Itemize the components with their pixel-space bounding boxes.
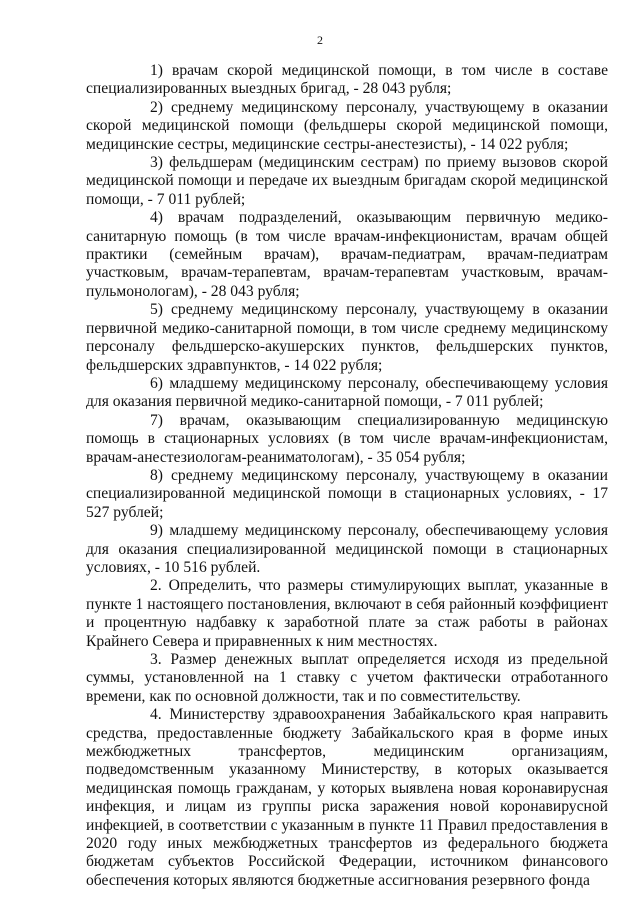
paragraph-item-2: 2) среднему медицинскому персоналу, участвующему в оказании скорой медицинской помощи (фельдшеры скорой медицинской помощи, медицинские сестры, медицинские сестры-анестезисты), - 14 022 рубля; bbox=[86, 98, 608, 153]
paragraph-item-1: 1) врачам скорой медицинской помощи, в том числе в составе специализированных выездных бригад, - 28 043 рубля; bbox=[86, 62, 608, 98]
paragraph-item-9: 9) младшему медицинскому персоналу, обеспечивающему условия для оказания специализированной медицинской помощи в стационарных условиях, - 10 516 рублей. bbox=[86, 522, 608, 576]
paragraph-point-2: 2. Определить, что размеры стимулирующих выплат, указанные в пункте 1 настоящего постановления, включают в себя районный коэффициент и процентную надбавку к заработной плате за стаж работы в районах Крайнего Севера и приравненных к ним местностях. bbox=[86, 577, 608, 650]
paragraph-point-4: 4. Министерству здравоохранения Забайкальского края направить средства, предоставленные бюджету Забайкальского края в форме иных межбюджетных трансфертов, медицинским организациям, подведомственным указанному Министерству, в которых оказывается медицинская помощь гражданам, у которых выявлена новая коронавирусная инфекция, и лицам из группы риска заражения новой коронавирусной инфекцией, в соответствии с указанным в пункте 11 Правил предоставления в 2020 году иных межбюджетных трансфертов из федерального бюджета бюджетам субъектов Российской Федерации, источником финансового обеспечения которых являются бюджетные ассигнования резервного фонда bbox=[86, 706, 608, 889]
paragraph-item-7: 7) врачам, оказывающим специализированную медицинскую помощь в стационарных условиях (в том числе врачам-инфекционистам, врачам-анестезиологам-реаниматологам), - 35 054 рубля; bbox=[86, 411, 608, 466]
document-body bbox=[86, 62, 608, 890]
paragraph-item-3: 3) фельдшерам (медицинским сестрам) по приему вызовов скорой медицинской помощи и передаче их выездным бригадам скорой медицинской помощи, - 7 011 рублей; bbox=[86, 154, 608, 208]
paragraph-item-8: 8) среднему медицинскому персоналу, участвующему в оказании специализированной медицинской помощи в стационарных условиях, - 17 527 рублей; bbox=[86, 466, 608, 521]
page-number: 2 bbox=[317, 33, 323, 47]
paragraph-point-3: 3. Размер денежных выплат определяется исходя из предельной суммы, установленной на 1 ставку с учетом фактически отработанного времени, как по основной должности, так и по совместительству. bbox=[86, 651, 608, 705]
paragraph-item-6: 6) младшему медицинскому персоналу, обеспечивающему условия для оказания первичной медико-санитарной помощи, - 7 011 рублей; bbox=[86, 374, 608, 411]
paragraph-item-4: 4) врачам подразделений, оказывающим первичную медико-санитарную помощь (в том числе врачам-инфекционистам, врачам общей практики (семейным врачам), врачам-педиатрам, врачам-педиатрам участковым, врачам-терапевтам, врачам-терапевтам участковым, врачам-пульмонологам), - 28 043 рубля; bbox=[86, 209, 608, 300]
paragraph-item-5: 5) среднему медицинскому персоналу, участвующему в оказании первичной медико-санитарной помощи, в том числе среднему медицинскому персоналу фельдшерско-акушерских пунктов, фельдшерских пунктов, фельдшерских здравпунктов, - 14 022 рубля; bbox=[86, 301, 608, 374]
